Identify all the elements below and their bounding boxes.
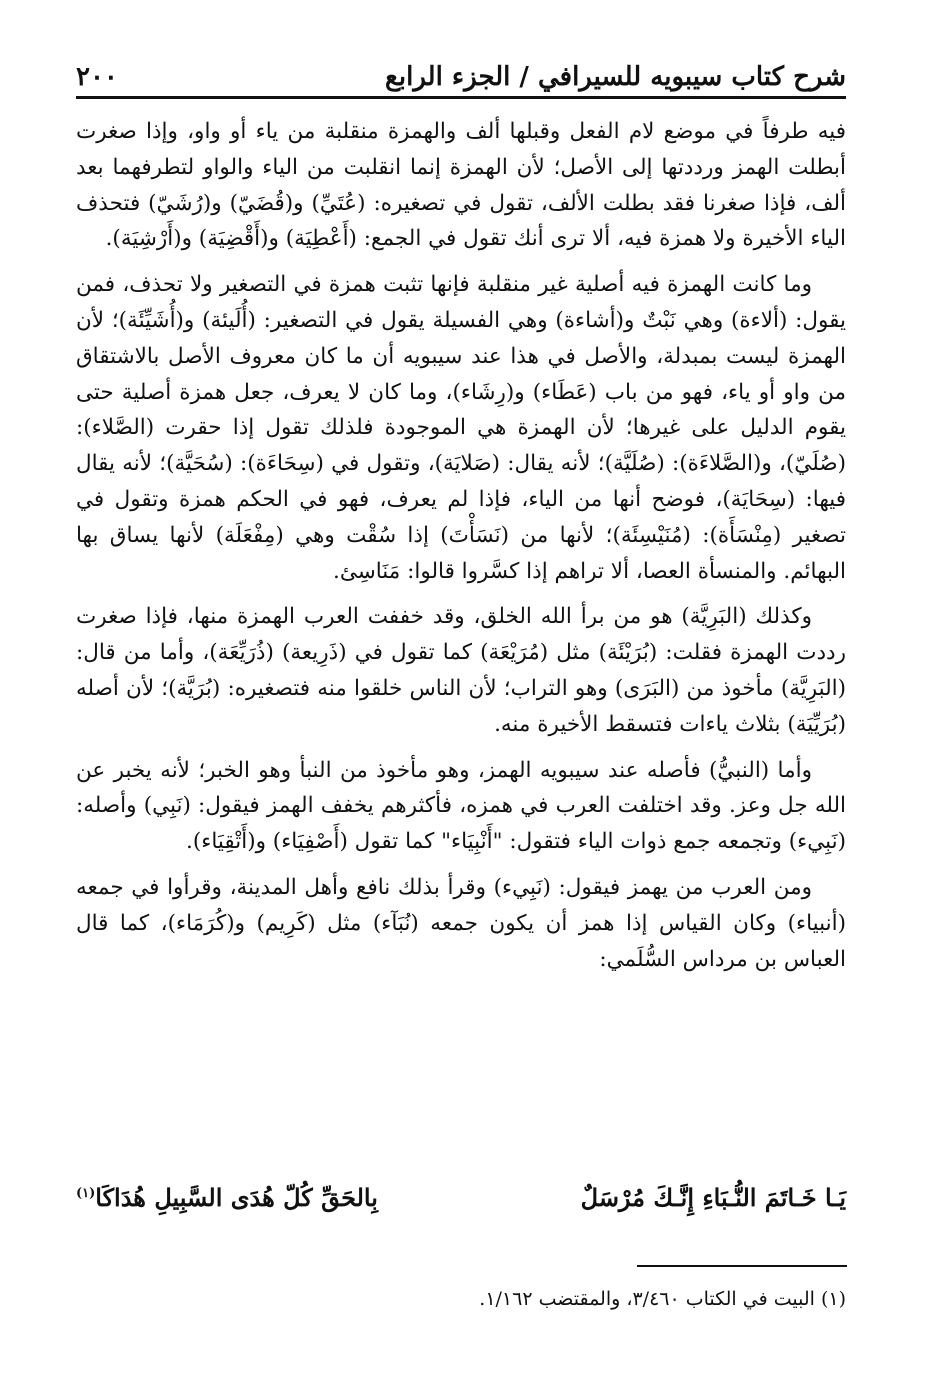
header-rule: [76, 96, 846, 99]
paragraph: وأما (النبيُّ) فأصله عند سيبويه الهمز، وهو مأخوذ من النبأ وهو الخبر؛ لأنه يخبر عن الله جل وعز. وقد اختلفت العرب في همزه، فأكثرهم يخفف الهمز فيقول: (نَبِي) وأصله: (نَبِيء) وتجمعه جمع ذوات الياء فتقول: "أَنْبِيَاء" كما تقول (أَصْفِيَاء) و(أَتْقِيَاء).: [76, 757, 846, 855]
footnote-rule: [637, 1265, 847, 1267]
footnote: (١) البيت في الكتاب ٣/٤٦٠، والمقتضب ١/١٦٢.: [479, 1288, 846, 1310]
paragraph: ومن العرب من يهمز فيقول: (نَبِيء) وقرأ بذلك نافع وأهل المدينة، وقرأوا في جمعه (أنبياء) وكان القياس إذا همز أن يكون جمعه (نُبَآء) مثل (كَرِيم) و(كُرَمَاء)، كما قال العباس بن مرداس السُّلَمي:: [76, 874, 846, 972]
footnote-marker: (١): [76, 1186, 96, 1201]
paragraph: وكذلك (البَرِيَّة) هو من برأ الله الخلق، وقد خففت العرب الهمزة منها، فإذا صغرت رددت الهمزة فقلت: (بُرَيْئَة) مثل (مُرَيْعَة) كما تقول في (ذَرِيعة) (ذُرَيِّعَة)، وأما من قال: (البَرِيَّة) مأخوذ من (البَرَى) وهو التراب؛ لأن الناس خلقوا منه فتصغيره: (بُرَيَّة)؛ لأن أصله (بُرَيِّيَة) بثلاث ياءات فتسقط الأخيرة منه.: [76, 604, 846, 737]
verse-hemistich-second: [76, 1183, 378, 1212]
poetry-verse: [76, 1183, 846, 1212]
body-text: [76, 114, 846, 987]
verse-hemistich-first: يَـا خَـاتَمَ النُّـبَاءِ إِنَّـكَ مُرْسَلٌ: [580, 1183, 846, 1212]
paragraph: فيه طرفاً في موضع لام الفعل وقبلها ألف والهمزة منقلبة من ياء أو واو، وإذا صغرت أبطلت الهمز ورددتها إلى الأصل؛ لأن الهمزة إنما انقلبت من الياء والواو لتطرفهما بعد ألف، فإذا صغرنا فقد بطلت الألف، تقول في تصغيره: (عُتَيِّ) و(قُضَيّ) و(رُشَيّ) فتحذف الياء الأخيرة ولا همزة فيه، ألا ترى أنك تقول في الجمع: (أَعْطِيَة) و(أَقْضِيَة) و(أَرْشِيَة).: [76, 119, 846, 252]
page-number: ٢٠٠: [76, 62, 118, 92]
paragraph: وما كانت الهمزة فيه أصلية غير منقلبة فإنها تثبت همزة في التصغير ولا تحذف، فمن يقول: (ألاءة) وهي نَبْتٌ و(أشاءة) وهي الفسيلة يقول في التصغير: (أُلَيئة) و(أُشَيِّئَة)؛ لأن الهمزة ليست بمبدلة، والأصل في هذا عند سيبويه أن ما كان معروف الأصل بالاشتقاق من واو أو ياء، فهو من باب (عَطَاء) و(رِشَاء)، وما كان لا يعرف، جعل همزة أصلية حتى يقوم الدليل على غيرها؛ لأن الهمزة هي الموجودة فلذلك تقول إذا حقرت (الصَّلاء): (صُلَيّ)، و(الصَّلاءَة): (صُلَيَّة)؛ لأنه يقال: (صَلايَة)، وتقول في (سِحَاءَة): (سُحَيَّة)؛ لأنه يقال فيها: (سِحَايَة)، فوضح أنها من الياء، فإذا لم يعرف، فهو في الحكم همزة وتقول في تصغير (مِنْسَأَة): (مُنَيْسِئَة)؛ لأنها من (نَسَأْتَ) إذا سُقْت وهي (مِفْعَلَة) لأنها يساق بها البهائم. والمنسأة العصا، ألا تراهم إذا كسَّروا قالوا: مَنَاسِئ.: [76, 272, 846, 584]
page-header: [76, 52, 846, 92]
verse-hemistich-second-text: بِالحَقِّ كُلّ هُدَى السَّبِيلِ هُدَاكَا: [95, 1183, 378, 1212]
running-title: شرح كتاب سيبويه للسيرافي / الجزء الرابع: [385, 62, 846, 92]
